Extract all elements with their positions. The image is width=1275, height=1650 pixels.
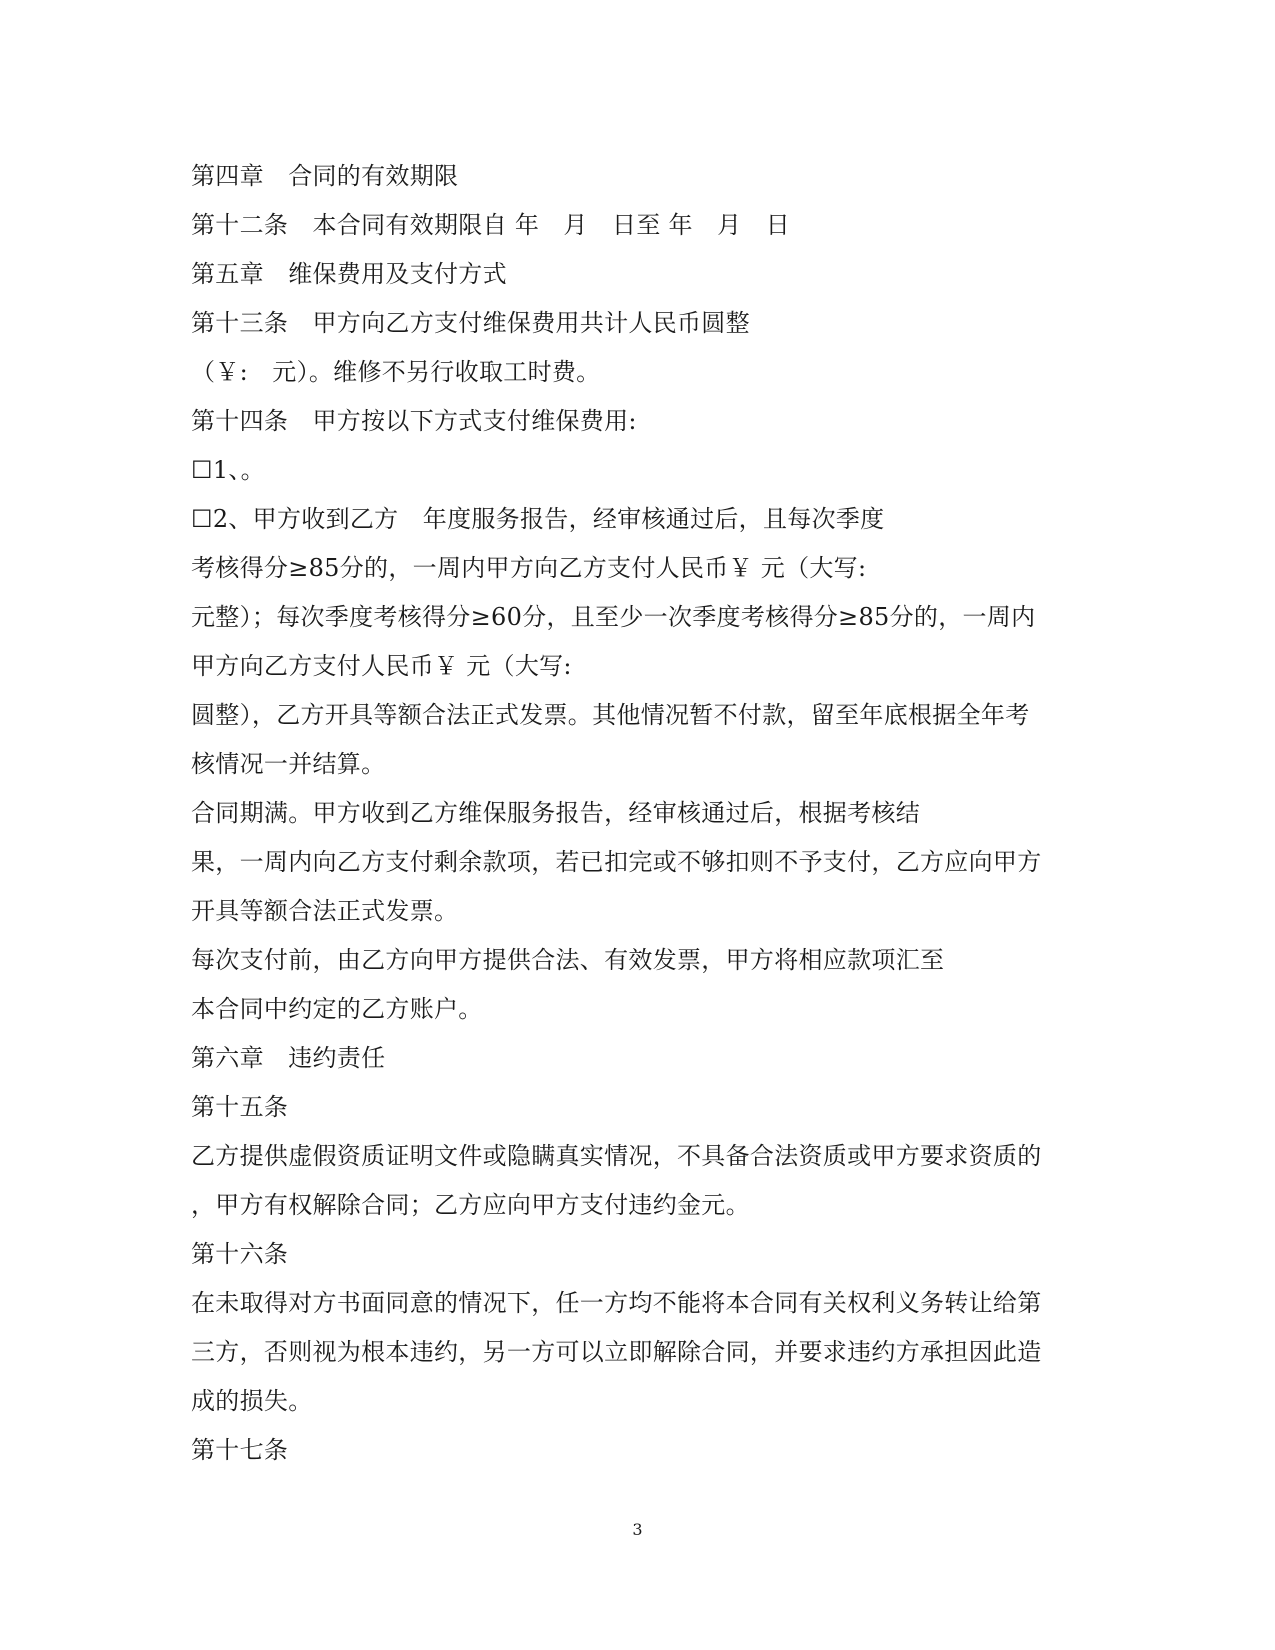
article-13-line-2: （￥: 元）。维修不另行收取工时费。 — [191, 358, 601, 386]
payment-option-2-line-4: 甲方向乙方支付人民币￥ 元（大写: — [191, 652, 572, 680]
payment-option-2-line-5: 圆整），乙方开具等额合法正式发票。其他情况暂不付款，留至年底根据全年考 — [191, 701, 1030, 729]
payment-invoice-line-1: 每次支付前，由乙方向甲方提供合法、有效发票，甲方将相应款项汇至 — [191, 946, 945, 974]
article-15-heading: 第十五条 — [191, 1093, 289, 1121]
article-13-line-1: 第十三条 甲方向乙方支付维保费用共计人民币圆整 — [191, 309, 750, 337]
contract-expiry-line-3: 开具等额合法正式发票。 — [191, 897, 459, 925]
payment-invoice-line-2: 本合同中约定的乙方账户。 — [191, 995, 483, 1023]
chapter-6-heading: 第六章 违约责任 — [191, 1044, 386, 1072]
chapter-4-heading: 第四章 合同的有效期限 — [191, 162, 459, 190]
payment-option-1: ☐1、。 — [191, 456, 265, 484]
article-14-heading: 第十四条 甲方按以下方式支付维保费用: — [191, 407, 637, 435]
payment-option-2-line-6: 核情况一并结算。 — [191, 750, 386, 778]
article-17-heading: 第十七条 — [191, 1436, 289, 1464]
article-16-line-2: 三方，否则视为根本违约，另一方可以立即解除合同，并要求违约方承担因此造 — [191, 1338, 1042, 1366]
article-15-line-2: ，甲方有权解除合同；乙方应向甲方支付违约金元。 — [191, 1191, 750, 1219]
chapter-5-heading: 第五章 维保费用及支付方式 — [191, 260, 507, 288]
contract-body — [191, 152, 1071, 1475]
payment-option-2-line-2: 考核得分≥85分的，一周内甲方向乙方支付人民币￥ 元（大写: — [191, 554, 867, 582]
article-16-line-3: 成的损失。 — [191, 1387, 313, 1415]
payment-option-2-line-3: 元整）；每次季度考核得分≥60分，且至少一次季度考核得分≥85分的，一周内 — [191, 603, 1036, 631]
payment-option-2-line-1: ☐2、甲方收到乙方 年度服务报告，经审核通过后，且每次季度 — [191, 505, 885, 533]
page-number: 3 — [632, 1520, 643, 1539]
article-16-line-1: 在未取得对方书面同意的情况下，任一方均不能将本合同有关权利义务转让给第 — [191, 1289, 1042, 1317]
contract-expiry-line-2: 果，一周内向乙方支付剩余款项，若已扣完或不够扣则不予支付，乙方应向甲方 — [191, 848, 1042, 876]
article-12: 第十二条 本合同有效期限自 年 月 日至 年 月 日 — [191, 211, 791, 239]
article-15-line-1: 乙方提供虚假资质证明文件或隐瞒真实情况，不具备合法资质或甲方要求资质的 — [191, 1142, 1042, 1170]
article-16-heading: 第十六条 — [191, 1240, 289, 1268]
contract-expiry-line-1: 合同期满。甲方收到乙方维保服务报告，经审核通过后，根据考核结 — [191, 799, 920, 827]
